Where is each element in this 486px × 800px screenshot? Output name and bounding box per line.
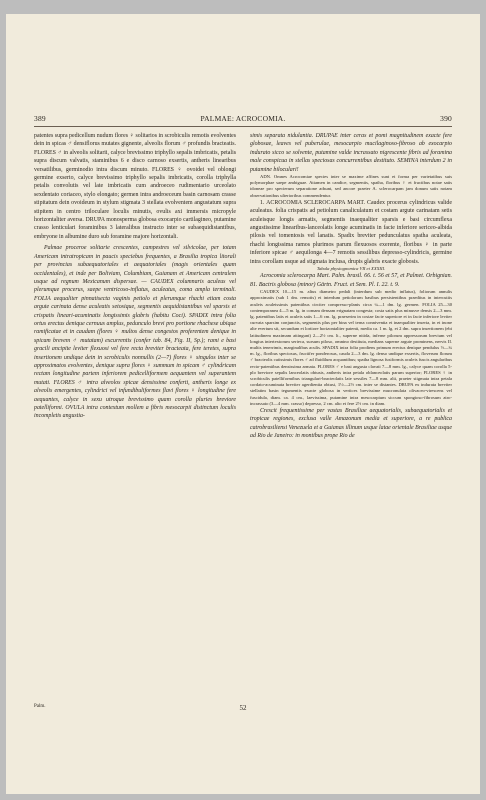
- running-header: [34, 114, 452, 126]
- tabula-reference: Tabula physiognomica VII et XXXIII.: [316, 266, 386, 272]
- header-rule: [34, 126, 452, 127]
- synonymy: Acrocomia sclerocarpa Mart. Palm. brasil. 66. t. 56 et 57, et Palmet. Orbignian. 81. Bactris globosa (minor) Gärtn. Fruct. et Sem. Pl. I. 22. t. 9.: [250, 273, 452, 288]
- running-title: PALMAE: ACROCOMIA.: [200, 114, 286, 123]
- detailed-description: CAUDEX 10—15 m. altus diametro pedali (interdum sub medio inflatus), foliorum annulis approximatis (sub 1 dm. remotis) et interdum petiolorum basibus persistentibus praeditus in intercutiis aculeis aculeissimis patentibus circiter compresso-planis circa ¼—1 dm. lg. germen. FOLIA 25—30 contemporanea 4—5 m. lg. in comam densam erignatam congesta; costa satis plus minusve densis 2—3 mm. lg. patentibus latis et aculeis satis 1—6 cm. lg. praeserim in costae facie superiore et in facie inferiore leviter curvata sparsim conjunctis, segmentis plus per bina vel terna conniventia et inaequaliter inserta, in et inone alte evertum sit, secundum et lortiore horizontaliter patenti, media ca. 1 m. lg. et 2 dm. supra insertionem (ebi latitudinem maximam attingunt) 2—2½ cm. lt., superne nitida, inferne pilorum appressorum brevium vel longius intertextorum serieca, sursum piloso, omnino destituta, medians superne argute prominens, nervis II. multis tenerrimis, marginalibus aculis. SPADIX intra folia prodiens primum erectus denique pendulus ½—¾ m. lg., floribus speciosus, fructifer ponderosus, cauda 2—3 dm. lg. denso undique exsertis, floverum florum ♂ bracteolis cutissimis flores ♂ ad fluidilum acquantibus; spatha lignosa fusiformis aculeis fuscis angularibus recto-patentibus densissima armata. FLORES ♂ e basi angusta clavati 7—8 mm. lg., calyce quam corolla 5-plo breviore sepalis lanceolatis obtusis, antheris intra petala oblanceolatis parum superior; FLORES ♀ in scrobiculis patelliformibus triangulari-bracteolatis late sessiles 7—8 mm. alti, praeter stigmata intra petala cordato-acuminata breviter agerdientia obtusi, 1½—2½ cm. inter se distantes. DRUPA ex indurata breviter stellatim basin tegumentis exacte globosa in vertices brevissime mucronulata olivaceo-virescens vel fuscidula, diam. ca. 4 cm., laevissima, putamine intra mesocarpium siccum spongioso-fibrosum atro-incrassato (3—4 mm. crasso) depresso, 2 cm. alto et fere 2½ cm. in diam.: [250, 289, 452, 406]
- signature-mark: Palm.: [34, 704, 46, 709]
- page-number-left: 389: [34, 114, 46, 123]
- page-number-right: 390: [440, 114, 452, 123]
- book-page: [6, 14, 480, 794]
- sheet-number: 52: [239, 704, 247, 712]
- species-description: 1. ACROCOMIA SCLEROCARPA MART. Caudex procerus cylindricus valide aculeatus. folia crispatis ad petiolum canaliculatum et costam argute carinatam setis aculeisque longis armatis, segmentis inaequaliter sparsis e basi circumflexa angustissime linearibus-lanceolatis longe acuminatis in facie inferiore sericeo-albida pilosis vel tomentosis vel lanatis. Spadix breviter pedunculatus spatha aculeata, rhachi longissima ramos plurimos parum flexuosos exerente, floribus ♀ in parte inferiore spicae ♂ aequilonga 4—7 remotis sessilibus depresso-cylindricis, germine intra corollam usque ad stigmata inclusa, drupis glabris exacte globosis.: [250, 199, 452, 265]
- genus-habitat: Palmae proceroe solitarie crescentes, campestres vel silvicolae, per totam Americam intratropicam in paucis speciebus frequentes, a Brasilia tropica litorali per provincias subaequatoriales et aequatoriales (magis orientales quam occidentales), et inde per Boliviam, Columbiam, Guianam et Americam centralem usque ad regnum Mexicanum dispersae. — CAUDEX columnaris aculeus vel plerumque procerus, saepe ventricoso-inflatus, aculeatus, coma ampla terminali. FOLIA aequaliter pinnatisecta vaginis petiolo et plerumque rhachi etiam costa argute carinata dense aculeatis setosique, segmentis aequidistantibus vel sparsis et crispatis lineari-acuminatis longissimis glabris (habitu Coci). SPADIX intra folia ortus erectus denique cernuus amplus, pedunculo brevi pro portione rhachese ubique ramificatae et in caudam (flores ♀ multos dense congestos proferentem denique in spicam brevem ♂ mutatam) excurrentis (confer tab. 84, Fig. II, Sp.); rami e basi gracili ancipite leviter flexuosi vel fere recta breviter bracteata, fere teretes, supra insertionem undique dein in scrobiculis nonnullis (2—7) flores ♀ singulos inter se approximatos evolventes, denique supra flores ♀ summum in spicam ♂ cylindricam rectam longitudine partem inferiorem pedicelliformem aequantem vel superantem mutati. FLORES ♂ intra alveolos spicae densissime conferti, antheris longe ex alveolis emergentes, cylindrici vel infundibuliformes flavi flores ♀ longitudine fere aequantes, calyce in sexu utroque brevissimo quam corolla pluries breviore patelliformi. OVULA intra contextum mollem a fibris mesocarpii distinctum loculis incompletis angustia-: [34, 245, 236, 420]
- drupe-description: simis separata nidulantia. DRUPAE inter ceras et pomi magnitudinem exacte fere globosae, leaves vel puberulae, mesocarpio mucilaginoso-fibroso ab exocarpio indurato sicco se solvente, putamine valde incrassato nigrescente fibris ad foramina male conspicua in stellas speciosas concurrentibus destituto. SEMINA interdum 2 in putamine biloculari!: [250, 133, 452, 173]
- left-column: [34, 132, 236, 421]
- annotation-note: ADN. Omnes Acrocomiae species inter se maxime affines sunt et forma per varietatibus suis polymorphae saepe ambiguae. Attamen in candice, segmentis, spatha, floribus ♀ et fructibus notae satis idoneae pro specierum separatione adsunt, sed ancore praeter A. sclerocarpam jam donum satis notam observationibus ulterioribus commendentur.: [250, 174, 452, 198]
- genus-description: patentes supra pedicellum nudum flores ♀ solitarios in scrobiculis remotis evolventes dein in spicas ♂ densiflorus mutates gignente, alveolis florum ♂ profundis bracteatis. FLORES ♂ in alveolis solitarii, calyce brevissimo triphyllo sepalis imbricatis, petalis supra discum valvatis, staminibus 6 e disco carnoso exsertis, antheris linearibus versatilibus, germinodio intra discum minuto. FLORES ♀ ovoidei vel oblongi germine exserto, calyce brevissimo triphyllo sepalis imbricatis, corolla triphylla petalis convolutis vel late imbricatis cum androeceo rudimentario urceolato sexdentato coriaceo, stylo elongato; germen intra androeceum basin carnosam crasse stipitatum dein ovoideum in stylum stigmata 3 stellata evolventem angustatum supra stipitem in centro triloculare loculis minutis, ovulis axi immersis micropyle horizontaliter aversa. DRUPA monosperma globosa exocarpio cartilagineo, putamine crasso lenticulari foraminibus 3 lateralibus instructo inter se subaequidistantibus, embryone in albumine duro sub foramine majore horizontali.: [34, 133, 236, 240]
- right-column: [250, 132, 452, 441]
- distribution-text: Crescit frequentissime per vastas Brasiliae aequatorialis, subaequatorialis et tropicae regiones, exclusa valle Amazonum media et superiore, a re publica catrobrasiliensi Venezuela et a Guianas illinum usque latae orientale Brasiliae usque ad Rio de Janeiro: in montibus prope Rio de: [250, 407, 452, 440]
